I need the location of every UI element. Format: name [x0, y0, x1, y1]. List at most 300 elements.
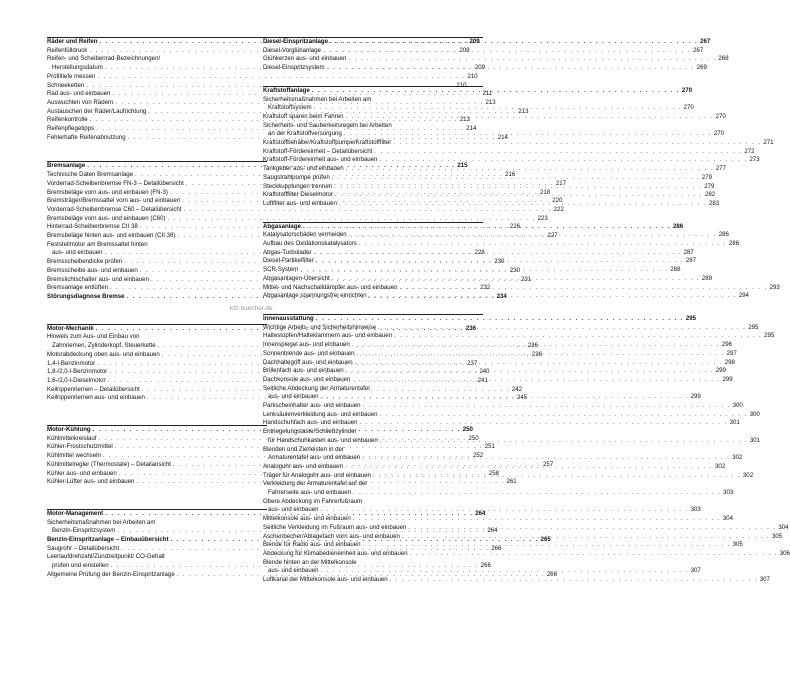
toc-entry-title: prüfen und einstellen: [52, 562, 109, 570]
toc-entry-title: Träger für Analoguhr aus- und einbauen: [263, 471, 371, 479]
dot-leader: [300, 266, 668, 275]
toc-entry-title: Analoguhr aus- und einbauen: [263, 462, 343, 470]
toc-entry: [47, 333, 267, 342]
dot-leader: [335, 188, 703, 200]
toc-entry-title: Blende hinten an der Mittelkonsole: [263, 558, 357, 566]
toc-entry-title: Katalysatorschäden vermeiden: [263, 231, 347, 239]
toc-entry-title: Sicherheitsmaßnahmen bei Arbeiten am: [47, 518, 156, 526]
toc-entry: [47, 241, 267, 250]
toc-entry-title: Keilrippenriemen aus- und einbauen: [47, 394, 145, 402]
toc-page-number: 268: [718, 55, 729, 63]
toc-entry-title: Reifenfülldruck: [47, 46, 88, 54]
toc-entry-title: Parkscheinhalter aus- und einbauen: [263, 402, 361, 410]
toc-entry-title: Luftfilter aus- und einbauen: [263, 199, 337, 207]
toc-entry: [263, 559, 483, 568]
toc-page-number: 211: [482, 90, 493, 98]
dot-leader: [334, 183, 702, 192]
toc-page-number: 297: [726, 349, 737, 357]
toc-entry-title: Bremsbeläge vorn aus- und einbauen (FN-3): [47, 188, 168, 196]
toc-entry: [263, 156, 760, 165]
toc-entry-title: Benzin-Einspritzsystem: [52, 527, 116, 535]
toc-page-number: 295: [685, 314, 697, 322]
toc-entry-title: Innenspiegel aus- und einbauen: [263, 341, 350, 349]
toc-entry: [263, 489, 734, 498]
toc-entry: [263, 419, 740, 428]
toc-page-number: 245: [516, 394, 528, 402]
toc-entry: [263, 576, 770, 585]
toc-entry-title: Kraftstoffanlage: [263, 86, 310, 94]
toc-entry: [263, 385, 483, 394]
toc-entry-title: Hinweis zum Aus- und Einbau von: [47, 333, 140, 341]
toc-page-number: 209: [474, 64, 486, 72]
toc-entry-title: Seitliche Abdeckung der Armaturentafel: [263, 384, 370, 392]
toc-entry-title: Leerlaufdrehzahl/Zündzeitpunkt/ CO-Gehalt: [47, 553, 165, 561]
toc-entry-title: SCR-System: [263, 266, 299, 274]
toc-entry-title: Lenksäulenverkleidung aus- und einbauen: [263, 410, 378, 418]
toc-entry-title: Kühler aus- und einbauen: [47, 469, 117, 477]
toc-entry-title: aus- und einbauen: [268, 393, 319, 401]
toc-page-number: 216: [505, 171, 516, 179]
toc-page-number: 302: [715, 462, 726, 470]
toc-page-number: 305: [732, 541, 743, 549]
toc-page-number: 286: [718, 231, 729, 239]
toc-page-number: 293: [769, 283, 780, 291]
toc-entry-title: Hinterrad-Scheibenbremse CII 38: [47, 223, 138, 231]
toc-page-number: 300: [749, 410, 760, 418]
dot-leader: [399, 284, 767, 293]
toc-entry-title: Bremsbeläge hinten aus- und einbauen (CII 38): [47, 232, 176, 240]
toc-entry: [263, 55, 729, 64]
toc-page-number: 269: [696, 64, 707, 72]
toc-page-number: 234: [496, 292, 507, 300]
dot-leader: [410, 550, 778, 559]
toc-page-number: 299: [715, 367, 726, 375]
toc-entry-title: Zahnriemen, Zylinderkopf, Steuerkette: [52, 342, 156, 350]
toc-page-number: 304: [778, 523, 789, 531]
toc-page-number: 287: [683, 248, 694, 256]
toc-page-number: 250: [462, 426, 473, 434]
toc-entry-title: Keilrippenriemen – Detailübersicht: [47, 385, 140, 393]
toc-entry-title: Kühler-Frostschutzmittel: [47, 443, 113, 451]
toc-page-number: 251: [484, 443, 495, 451]
toc-page-number: 264: [487, 527, 498, 535]
toc-page-number: 250: [468, 434, 479, 442]
toc-entry-title: Blende für Radio aus- und einbauen: [263, 541, 361, 549]
toc-entry: [263, 248, 694, 258]
dot-leader: [390, 576, 758, 585]
toc-page-number: 283: [708, 199, 720, 207]
toc-page-number: 288: [670, 266, 681, 274]
toc-page-number: 270: [715, 112, 726, 120]
toc-entry-title: für Handschuhkasten aus- und einbauen: [268, 436, 378, 444]
toc-entry-title: Bremsträger/Bremssattel vorn aus- und einbauen: [47, 197, 181, 205]
toc-page-number: 303: [723, 489, 734, 497]
dot-leader: [316, 315, 684, 324]
toc-entry-title: Haltestopfen/Halteklammern aus- und einbauen: [263, 332, 393, 340]
toc-page-number: 230: [509, 266, 521, 274]
toc-page-number: 299: [690, 393, 701, 401]
toc-page-number: 215: [457, 162, 468, 170]
toc-page-number: 264: [475, 509, 486, 517]
toc-page-number: 271: [763, 139, 774, 147]
toc-page-number: 287: [685, 257, 697, 265]
toc-page-number: 218: [540, 188, 551, 196]
dot-leader: [363, 402, 731, 411]
toc-entry-title: Technische Daten Bremsanlage: [47, 171, 134, 179]
toc-entry-title: Profiltiefe messen: [47, 72, 96, 80]
toc-page-number: 266: [491, 544, 502, 552]
toc-entry-title: Benzin-Einspritzanlage – Einbauübersicht: [47, 536, 169, 544]
toc-page-number: 304: [722, 515, 733, 523]
dot-leader: [369, 292, 737, 301]
toc-entry-title: Fahrerseite aus- und einbauen: [268, 489, 351, 497]
toc-entry-title: Diesel-Einspritzanlage: [263, 38, 329, 45]
toc-entry-title: Brillenfach aus- und einbauen: [263, 367, 344, 375]
dot-leader: [345, 460, 713, 472]
toc-entry-title: Tankgeber aus- und einbauen: [263, 165, 344, 173]
toc-heading: [263, 314, 697, 324]
toc-page-number: 210: [456, 81, 467, 89]
toc-page-number: 282: [704, 191, 716, 199]
toc-entry: [47, 553, 267, 562]
toc-page-number: 265: [540, 536, 551, 544]
toc-page-number: 213: [518, 107, 529, 115]
dot-leader: [394, 332, 762, 341]
toc-entry-title: Motor-Mechanik: [47, 324, 94, 332]
dot-leader: [374, 148, 742, 157]
dot-leader: [349, 231, 717, 240]
toc-entry-title: Kühler-Lüfter aus- und einbauen: [47, 478, 135, 486]
toc-entry-title: Motorabdeckung oben aus- und einbauen: [47, 350, 160, 358]
toc-entry: [263, 480, 483, 489]
toc-page-number: 222: [553, 205, 564, 213]
toc-page-number: 306: [779, 549, 790, 557]
toc-page-number: 266: [480, 562, 491, 570]
toc-entry-title: Schneeketten: [47, 81, 85, 89]
toc-entry-title: Glühkerzen aus- und einbauen: [263, 55, 347, 63]
toc-page-number: 307: [759, 576, 770, 584]
dot-leader: [379, 156, 747, 165]
toc-entry-title: Räder und Reifen: [47, 38, 98, 45]
dot-leader: [378, 324, 746, 333]
toc-page-number: 214: [497, 133, 508, 141]
dot-leader: [321, 506, 689, 515]
toc-entry-title: Diesel-Vorglühanlage: [263, 46, 321, 54]
toc-entry: [263, 332, 775, 341]
dot-leader: [332, 174, 700, 183]
toc-page-number: 220: [552, 197, 563, 205]
dot-leader: [312, 87, 680, 96]
dot-leader: [303, 223, 671, 232]
dot-leader: [346, 165, 714, 174]
dot-leader: [316, 257, 684, 266]
toc-entry-title: Steckkupplungen trennen: [263, 182, 333, 190]
dot-leader: [327, 64, 695, 73]
toc-entry: [47, 55, 267, 64]
toc-entry: [263, 375, 733, 385]
toc-entry: [263, 410, 760, 420]
toc-entry-title: Kraftstoff-Fördereinheit aus- und einbauen: [263, 156, 378, 164]
toc-entry-title: Allgemeine Prüfung der Benzin-Einspritzanlage: [47, 570, 175, 578]
toc-page-number: 231: [521, 275, 532, 283]
toc-entry-title: Bremsscheibe aus- und einbauen: [47, 266, 138, 274]
toc-entry: [263, 402, 743, 411]
toc-heading: [263, 38, 711, 47]
toc-entry-title: Saugstrahlpumpe prüfen: [263, 173, 330, 181]
toc-page-number: 236: [531, 350, 543, 358]
toc-entry: [47, 72, 478, 82]
dot-leader: [360, 419, 728, 428]
toc-entry-title: Kühlmittelregler (Thermostate) – Detailansicht: [47, 460, 171, 468]
toc-entry-title: Kraftstoffbehälter/Kraftstoffpumpe/Kraftstofffilter: [263, 139, 392, 147]
toc-entry-title: Reifenkontrolle: [47, 116, 88, 124]
toc-entry-title: Austauschen der Räder/Laufrichtung: [47, 107, 147, 115]
toc-entry-title: Armaturentafel aus- und einbauen: [268, 454, 361, 462]
toc-entry: [263, 446, 483, 455]
toc-entry-title: Fehlerhafte Reifenabnutzung: [47, 133, 126, 141]
toc-entry-title: Motor-Management: [47, 509, 104, 517]
toc-entry-title: Aufbau des Oxidationskatalysators: [263, 240, 357, 248]
toc-entry-title: Innenausstattung: [263, 314, 314, 322]
toc-entry-title: Bremsanlage entlüften: [47, 284, 108, 292]
dot-leader: [357, 350, 725, 359]
dot-leader: [344, 130, 712, 139]
toc-page-number: 236: [527, 342, 538, 350]
toc-section-diesel: [263, 37, 729, 73]
toc-entry: [263, 139, 774, 148]
toc-page-number: 296: [721, 341, 732, 349]
toc-entry-title: Abgasanlagen-Übersicht: [263, 274, 330, 282]
dot-leader: [352, 341, 720, 350]
toc-page-number: 240: [479, 368, 490, 376]
toc-entry-title: 1,6-/2,0-l-Dieselmotor: [47, 376, 106, 384]
toc-entry-title: Bremsscheibendicke prüfen: [47, 258, 123, 266]
toc-page-number: 295: [764, 332, 775, 340]
toc-page-number: 209: [469, 38, 480, 45]
dot-leader: [402, 533, 770, 542]
dot-leader: [314, 104, 682, 113]
dot-leader: [330, 38, 698, 47]
toc-entry-title: Rad aus- und einbauen: [47, 90, 111, 98]
toc-page-number: 270: [713, 130, 724, 138]
toc-entry: [47, 519, 267, 528]
toc-page-number: 301: [729, 419, 740, 427]
toc-entry-title: Reifen- und Scheibenrad-Bezeichnungen/: [47, 55, 161, 63]
toc-entry-title: Vorderrad-Scheibenbremse FN-3 – Detailübersicht: [47, 179, 184, 187]
dot-leader: [332, 275, 700, 284]
toc-page-number: 302: [732, 454, 743, 462]
toc-page-number: 223: [537, 214, 548, 222]
toc-entry-title: Kraftstoffsystem: [268, 104, 312, 112]
toc-entry-title: Mittel- und Nachschalldämpfer aus- und einbauen: [263, 283, 398, 291]
toc-entry: [47, 214, 548, 224]
toc-entry-title: Dachkonsole aus- und einbauen: [263, 375, 351, 383]
toc-entry: [47, 205, 564, 215]
toc-entry-title: aus- und einbauen: [268, 567, 319, 575]
toc-entry-title: Sicherheitsmaßnahmen bei Arbeiten am: [263, 95, 372, 103]
toc-page-number: 307: [690, 567, 701, 575]
toc-page-number: 230: [494, 258, 505, 266]
toc-page-number: 232: [480, 284, 491, 292]
toc-entry-title: Bremsanlage: [47, 162, 86, 170]
toc-entry: [263, 549, 790, 559]
toc-page-number: 241: [477, 376, 488, 384]
toc-page-number: 227: [547, 232, 558, 240]
toc-entry-title: Diesel-Einspritzsystem: [263, 64, 325, 72]
toc-entry: [47, 394, 528, 403]
toc-page-number: 277: [715, 165, 726, 173]
toc-entry-title: Bremslichtschalter aus- und einbauen: [47, 275, 149, 283]
toc-page-number: 294: [738, 292, 749, 300]
toc-page-number: 303: [690, 506, 701, 514]
toc-page-number: 258: [488, 469, 500, 477]
dot-leader: [339, 200, 707, 209]
toc-entry: [263, 147, 755, 157]
toc-page-number: 213: [485, 98, 496, 106]
toc-page-number: 305: [771, 532, 783, 540]
toc-entry: [263, 96, 483, 105]
toc-entry-title: Obere Abdeckung im Fahrerfußraum: [263, 497, 363, 505]
toc-entry-title: Motor-Kühlung: [47, 426, 91, 434]
toc-page-number: 257: [543, 460, 554, 468]
toc-entry: [263, 112, 726, 122]
toc-page-number: 228: [474, 249, 485, 257]
toc-entry-title: 1,8-/2,0-l-Benzinmotor: [47, 368, 108, 376]
toc-page-number: 214: [466, 125, 477, 133]
toc-entry-title: Abgasanlage spannungsfrei einrichten: [263, 292, 367, 300]
watermark-text: kfz-buecher.de: [230, 305, 273, 312]
toc-entry-title: Dachhaltegriff aus- und einbauen: [263, 358, 353, 366]
toc-entry-title: Kraftstofffilter Dieselmotor: [263, 191, 333, 199]
toc-page-number: 301: [749, 436, 761, 444]
toc-entry: [263, 122, 483, 131]
dot-leader: [393, 139, 761, 148]
dot-leader: [346, 367, 714, 376]
toc-page-number: 279: [704, 182, 715, 190]
dot-leader: [352, 376, 720, 385]
toc-entry-title: Vorderrad-Scheibenbremse C60 – Detailübersicht: [47, 205, 182, 213]
toc-entry-title: Abdeckung für Klimabedieneinheit aus- und einbauen: [263, 549, 408, 557]
toc-page-number: 242: [511, 385, 523, 393]
toc-entry-title: Aschenbecher/Ablagefach vorn aus- und einbauen: [263, 532, 400, 540]
toc-page-number: 210: [467, 72, 478, 80]
toc-entry-title: Wichtige Arbeits- und Sicherheitshinweise: [263, 323, 377, 331]
toc-entry-title: Herstellungsdatum: [52, 64, 103, 72]
toc-entry: [263, 428, 483, 437]
dot-leader: [355, 359, 723, 368]
toc-entry: [263, 434, 761, 446]
toc-entry: [263, 454, 743, 463]
toc-page-number: 213: [459, 116, 470, 124]
toc-entry: [263, 498, 483, 507]
toc-entry-title: Verkleidung der Armaturentafel auf der: [263, 480, 368, 488]
toc-entry: [263, 240, 740, 249]
toc-entry: [263, 64, 707, 73]
toc-page-number: 272: [744, 147, 755, 155]
toc-entry-title: Feststellmotor am Bremssattel hinten: [47, 240, 148, 248]
toc-page-number: 295: [748, 323, 759, 331]
dot-leader: [346, 113, 714, 122]
toc-entry-title: Abgas-Turbolader: [263, 248, 312, 256]
toc-page-number: 267: [700, 38, 711, 45]
toc-entry-title: aus- und einbauen: [268, 506, 319, 514]
dot-leader: [321, 567, 689, 576]
toc-page-number: 261: [506, 478, 517, 486]
toc-page-number: 302: [742, 471, 754, 479]
toc-entry: [263, 358, 735, 368]
dot-leader: [408, 524, 776, 533]
toc-entry-title: Sonnenblende aus- und einbauen: [263, 349, 355, 357]
toc-page-number: 217: [555, 179, 567, 187]
toc-entry-title: Kraftstoff sparen beim Fahren: [263, 112, 344, 120]
toc-entry: [263, 506, 701, 515]
dot-leader: [359, 240, 727, 249]
toc-entry-title: Mittelkonsole aus- und einbauen: [263, 515, 351, 523]
toc-entry-title: Sicherheits- und Sauberkeitsregeln bei Arbeiten: [263, 121, 392, 129]
toc-entry-title: aus- und einbauen: [52, 249, 103, 257]
toc-entry-title: Kühlmittel wechseln: [47, 452, 101, 460]
toc-page-number: 270: [681, 86, 692, 94]
dot-leader: [314, 249, 682, 258]
toc-page-number: 299: [722, 375, 733, 383]
toc-page-number: 237: [467, 359, 478, 367]
toc-entry: [263, 515, 733, 524]
toc-page-number: 289: [701, 274, 712, 282]
toc-page-number: 267: [693, 46, 704, 54]
toc-entry-title: Reifenpflegetipps: [47, 125, 95, 133]
toc-entry-title: Entriegelungstaste/Schließzylinder: [263, 428, 357, 436]
dot-leader: [323, 47, 691, 56]
toc-entry-title: Abgasanlage: [263, 222, 301, 230]
toc-entry-title: Saugrohr – Detailübersicht: [47, 544, 120, 552]
dot-leader: [373, 469, 741, 481]
toc-page-number: 279: [701, 173, 712, 181]
dot-leader: [362, 454, 730, 463]
toc-entry: [263, 323, 759, 333]
toc-entry: [263, 46, 704, 56]
dot-leader: [353, 515, 721, 524]
dot-leader: [353, 489, 721, 498]
toc-entry-title: Kraftstoff-Fördereinheit – Detailübersicht: [263, 147, 373, 155]
toc-entry-title: Luftkanal der Mittelkonsole aus- und einbauen: [263, 576, 388, 584]
dot-leader: [348, 55, 716, 64]
dot-leader: [321, 393, 689, 402]
toc-entry-title: Störungsdiagnose Bremse: [47, 292, 125, 300]
dot-leader: [380, 411, 748, 420]
dot-leader: [380, 434, 748, 446]
toc-entry-title: Diesel-Partikelfilter: [263, 257, 314, 265]
dot-leader: [363, 541, 731, 550]
toc-page-number: 266: [546, 570, 557, 578]
toc-entry: [263, 165, 726, 174]
toc-entry-title: Handschuhfach aus- und einbauen: [263, 419, 358, 427]
toc-entry-title: Kühlmittelkreislauf: [47, 434, 97, 442]
toc-page-number: 286: [673, 222, 684, 230]
toc-page-number: 252: [472, 452, 484, 460]
toc-entry-title: an der Kraftstoffversorgung: [268, 130, 342, 138]
toc-entry-title: Bremsbeläge vorn aus- und einbauen (C60): [47, 214, 166, 222]
toc-entry-title: 1,4-l-Benzinmotor: [47, 359, 96, 367]
toc-page-number: 209: [459, 46, 470, 54]
toc-entry-title: Auswuchten von Rädern: [47, 98, 114, 106]
toc-entry-title: Seitliche Verkleidung im Fußraum aus- und einbauen: [263, 523, 407, 531]
toc-page-number: 273: [749, 156, 760, 164]
toc-page-number: 236: [465, 324, 476, 332]
toc-page-number: 286: [728, 240, 740, 248]
toc-page-number: 300: [732, 402, 743, 410]
toc-entry-title: Blenden und Zierleisten in der: [263, 445, 344, 453]
toc-page-number: 298: [724, 358, 735, 366]
